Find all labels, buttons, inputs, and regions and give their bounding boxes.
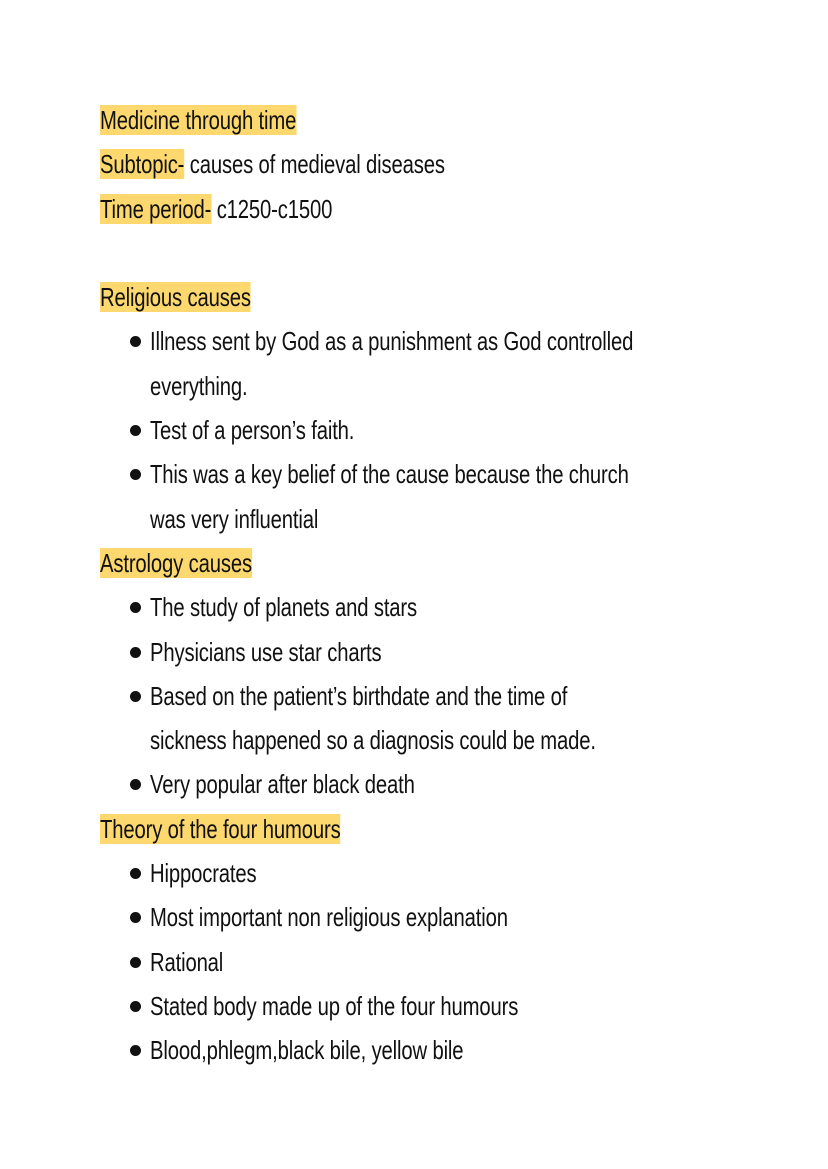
bullet-list-astrology	[100, 585, 740, 806]
section-heading-humours	[100, 807, 599, 851]
list-item-text-continued: was very influential	[150, 503, 319, 534]
bullet-list-humours	[100, 851, 740, 1072]
list-item-text: Most important non religious explanation	[150, 902, 508, 933]
subtopic-label: Subtopic-	[100, 149, 185, 180]
bullet-icon	[130, 957, 141, 968]
bullet-icon	[130, 1045, 141, 1056]
list-item-text: Illness sent by God as a punishment as God controlled	[150, 326, 634, 357]
list-item	[100, 984, 740, 1028]
bullet-list-religious	[100, 319, 740, 540]
time-period-label: Time period-	[100, 193, 212, 224]
document-page	[100, 98, 740, 1073]
list-item-text: Physicians use star charts	[150, 636, 382, 667]
subtopic-value: causes of medieval diseases	[184, 149, 445, 180]
list-item-text: Stated body made up of the four humours	[150, 990, 519, 1021]
list-item	[100, 940, 740, 984]
list-item	[100, 1028, 740, 1072]
section-heading-astrology	[100, 541, 599, 585]
section-heading: Astrology causes	[100, 547, 252, 578]
section-heading: Theory of the four humours	[100, 813, 341, 844]
list-item-text: Blood,phlegm,black bile, yellow bile	[150, 1035, 464, 1066]
bullet-icon	[130, 647, 141, 658]
bullet-icon	[130, 336, 141, 347]
bullet-icon	[130, 912, 141, 923]
list-item-text: Based on the patient’s birthdate and the time of	[150, 680, 568, 711]
list-item	[100, 585, 740, 629]
bullet-icon	[130, 691, 141, 702]
bullet-icon	[130, 602, 141, 613]
list-item-text: This was a key belief of the cause because the church	[150, 459, 629, 490]
subtopic-line	[100, 142, 599, 186]
list-item	[100, 674, 740, 763]
list-item	[100, 895, 740, 939]
list-item	[100, 630, 740, 674]
list-item	[100, 762, 740, 806]
list-item	[100, 851, 740, 895]
list-item-text: The study of planets and stars	[150, 592, 418, 623]
section-heading-religious	[100, 275, 599, 319]
time-period-value: c1250-c1500	[211, 193, 333, 224]
list-item	[100, 452, 740, 541]
list-item-text: Hippocrates	[150, 858, 257, 889]
list-item	[100, 408, 740, 452]
bullet-icon	[130, 469, 141, 480]
list-item-text-continued: everything.	[150, 370, 248, 401]
bullet-icon	[130, 1001, 141, 1012]
spacer	[100, 231, 740, 275]
section-heading: Religious causes	[100, 282, 251, 313]
list-item-text: Rational	[150, 946, 224, 977]
time-period-line	[100, 187, 599, 231]
bullet-icon	[130, 779, 141, 790]
document-title-line	[100, 98, 599, 142]
list-item-text: Test of a person’s faith.	[150, 415, 355, 446]
list-item-text: Very popular after black death	[150, 769, 415, 800]
bullet-icon	[130, 868, 141, 879]
list-item	[100, 319, 740, 408]
document-title: Medicine through time	[100, 105, 297, 135]
list-item-text-continued: sickness happened so a diagnosis could be made.	[150, 725, 596, 756]
bullet-icon	[130, 425, 141, 436]
